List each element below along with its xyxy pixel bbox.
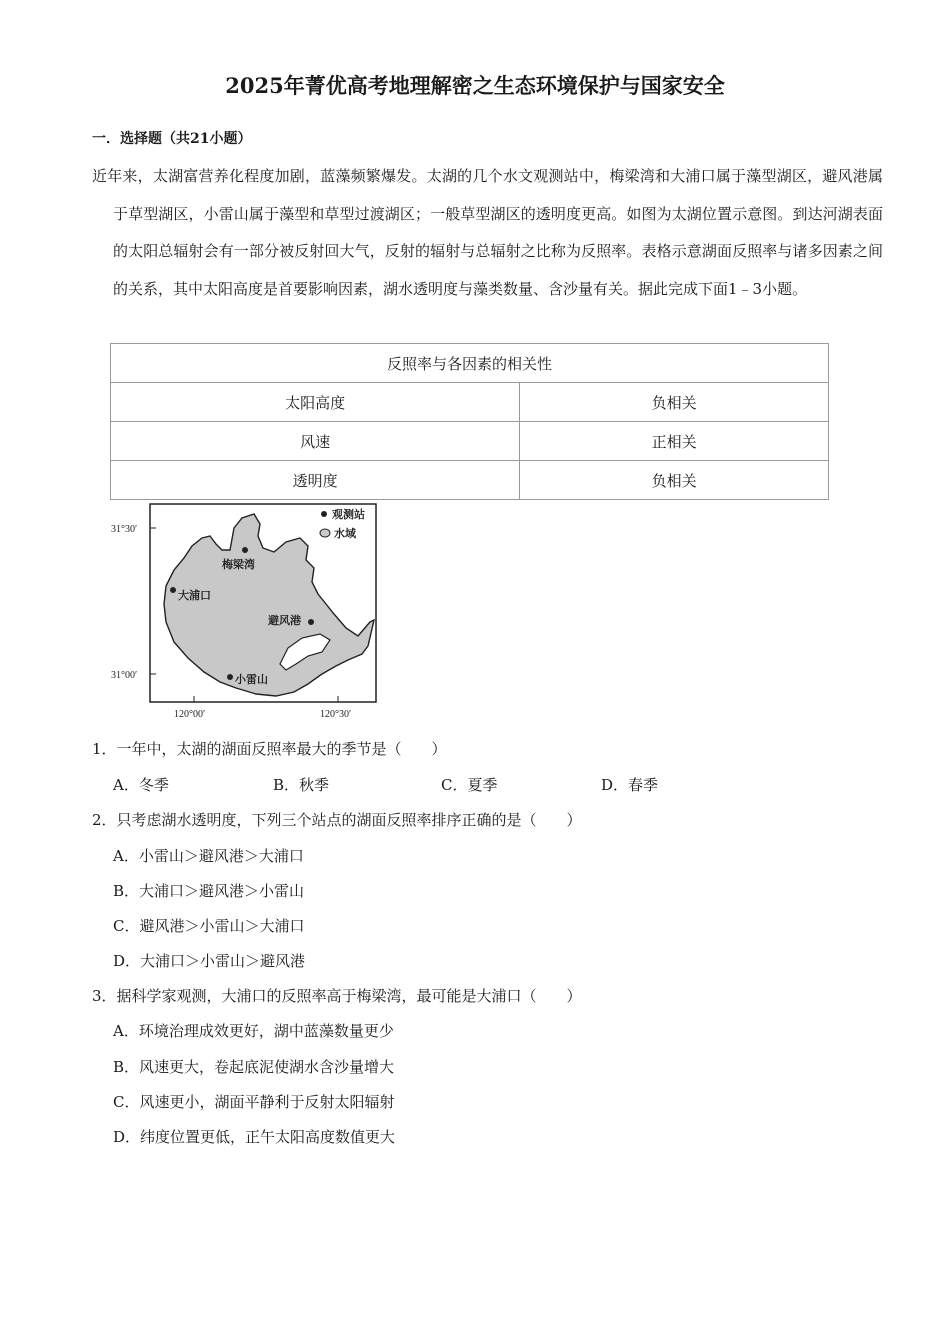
legend-station-label: 观测站 bbox=[332, 508, 365, 521]
legend-water-icon bbox=[320, 529, 330, 537]
question-3-option-d[interactable]: D．纬度位置更低，正午太阳高度数值更大 bbox=[113, 1128, 396, 1146]
question-1-stem: 1．一年中，太湖的湖面反照率最大的季节是（ ） bbox=[92, 740, 447, 758]
question-3-option-b[interactable]: B．风速更大，卷起底泥使湖水含沙量增大 bbox=[113, 1058, 395, 1076]
station-marker-dapu bbox=[170, 587, 176, 593]
station-marker-xiaolei bbox=[227, 674, 233, 680]
section-heading: 一．选择题（共21小题） bbox=[92, 131, 252, 147]
table-cell-relation: 负相关 bbox=[520, 461, 829, 500]
question-2-option-a[interactable]: A．小雷山＞避风港＞大浦口 bbox=[113, 847, 304, 865]
table-cell-relation: 正相关 bbox=[520, 422, 829, 461]
station-label-xiaolei: 小雷山 bbox=[235, 673, 268, 686]
question-3-option-a[interactable]: A．环境治理成效更好，湖中蓝藻数量更少 bbox=[113, 1022, 394, 1040]
question-3-stem: 3．据科学家观测，大浦口的反照率高于梅梁湾，最可能是大浦口（ ） bbox=[92, 987, 582, 1005]
station-label-dapu: 大浦口 bbox=[178, 589, 211, 602]
station-label-bifeng: 避风港 bbox=[268, 614, 301, 627]
table-row bbox=[111, 383, 829, 422]
legend-station-icon bbox=[321, 511, 327, 517]
table-cell-factor: 太阳高度 bbox=[111, 383, 520, 422]
intro-paragraph: 近年来，太湖富营养化程度加剧，蓝藻频繁爆发。太湖的几个水文观测站中，梅梁湾和大浦口属于藻型湖区，避风港属于草型湖区，小雷山属于藻型和草型过渡湖区；一般草型湖区的透明度更高。如图为太湖位置示意图。到达河湖表面的太阳总辐射会有一部分被反射回大气，反射的辐射与总辐射之比称为反照率。表格示意湖面反照率与诸多因素之间的关系，其中太阳高度是首要影响因素，湖水透明度与藻类数量、含沙量有关。据此完成下面1﹣3小题。 bbox=[92, 167, 883, 298]
question-1-option-c[interactable]: C．夏季 bbox=[441, 776, 498, 794]
station-label-meiliang: 梅梁湾 bbox=[222, 558, 255, 571]
table-row bbox=[111, 461, 829, 500]
table-header-row bbox=[111, 344, 829, 383]
lon-label-right: 120°30′ bbox=[320, 709, 352, 720]
question-2-option-c[interactable]: C．避风港＞小雷山＞大浦口 bbox=[113, 917, 305, 935]
lat-label-top: 31°30′ bbox=[111, 524, 138, 535]
document-title: 2025年菁优高考地理解密之生态环境保护与国家安全 bbox=[225, 73, 725, 98]
lat-label-bottom: 31°00′ bbox=[111, 670, 138, 681]
table-row bbox=[111, 422, 829, 461]
table-cell-factor: 透明度 bbox=[111, 461, 520, 500]
station-marker-bifeng bbox=[308, 619, 314, 625]
table-header: 反照率与各因素的相关性 bbox=[111, 344, 829, 383]
question-1-option-d[interactable]: D．春季 bbox=[601, 776, 659, 794]
question-1-option-b[interactable]: B．秋季 bbox=[273, 776, 330, 794]
table-cell-factor: 风速 bbox=[111, 422, 520, 461]
question-1-option-a[interactable]: A．冬季 bbox=[113, 776, 169, 794]
taihu-location-map bbox=[108, 502, 380, 722]
question-3-option-c[interactable]: C．风速更小，湖面平静利于反射太阳辐射 bbox=[113, 1093, 395, 1111]
table-cell-relation: 负相关 bbox=[520, 383, 829, 422]
question-2-option-d[interactable]: D．大浦口＞小雷山＞避风港 bbox=[113, 952, 306, 970]
lon-label-left: 120°00′ bbox=[174, 709, 206, 720]
legend-water-label: 水域 bbox=[334, 527, 356, 540]
question-2-option-b[interactable]: B．大浦口＞避风港＞小雷山 bbox=[113, 882, 305, 900]
station-marker-meiliang bbox=[242, 547, 248, 553]
question-2-stem: 2．只考虑湖水透明度，下列三个站点的湖面反照率排序正确的是（ ） bbox=[92, 811, 582, 829]
correlation-table bbox=[110, 343, 829, 500]
